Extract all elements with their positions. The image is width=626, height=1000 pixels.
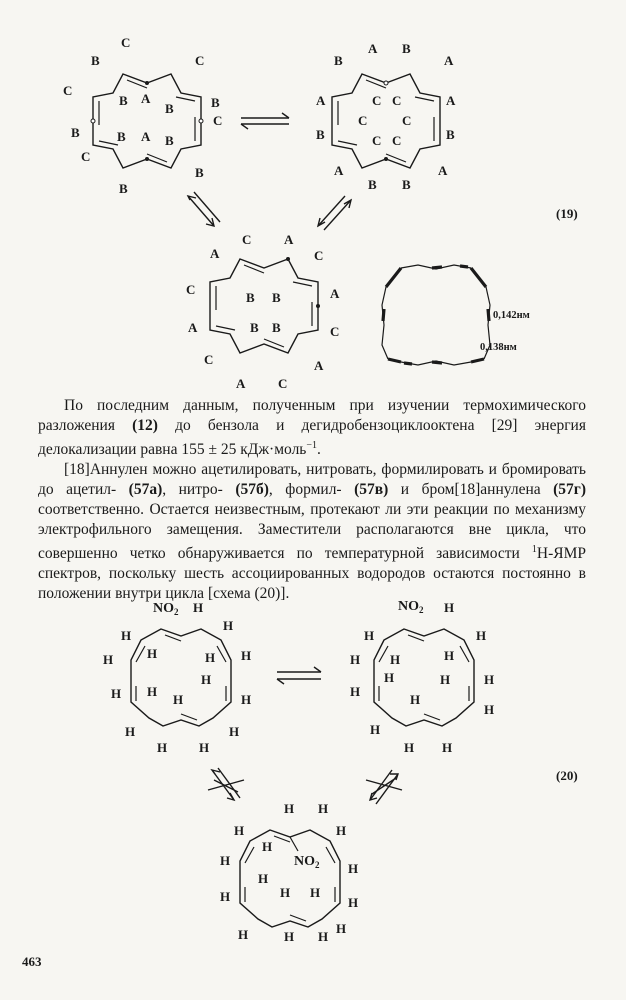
nitro-annulene-top-right [350, 599, 494, 755]
atom-label: C [195, 53, 205, 68]
atom-label: A [210, 246, 220, 261]
hydrogen-label: H [318, 801, 329, 816]
hydrogen-label: H [444, 600, 455, 615]
atom-label: C [213, 113, 223, 128]
hydrogen-label: H [404, 740, 415, 755]
atom-label: A [141, 129, 151, 144]
equilibrium-arrow [277, 667, 321, 684]
atom-label: B [195, 165, 204, 180]
atom-label: C [204, 352, 214, 367]
hydrogen-label: H [348, 861, 359, 876]
hydrogen-label: H [442, 740, 453, 755]
atom-label: A [314, 358, 324, 373]
hydrogen-label: H [103, 652, 114, 667]
hydrogen-label: H [336, 823, 347, 838]
atom-label: A [438, 163, 448, 178]
atom-label: C [392, 133, 402, 148]
atom-label: B [368, 177, 377, 192]
hydrogen-label: H [444, 648, 455, 663]
scheme-19 [0, 0, 626, 392]
atom-label: A [368, 41, 378, 56]
atom-label: A [188, 320, 198, 335]
hydrogen-label: H [173, 692, 184, 707]
atom-label: C [358, 113, 368, 128]
bond-length-label: 0,138нм [480, 342, 517, 353]
body-text [38, 396, 586, 604]
atom-label: A [330, 286, 340, 301]
hydrogen-label: H [121, 628, 132, 643]
hydrogen-label: H [147, 684, 158, 699]
nitro-group: $NO_2$ [398, 599, 424, 615]
hydrogen-label: H [147, 646, 158, 661]
atom-label: C [372, 93, 382, 108]
atom-label: B [91, 53, 100, 68]
annulene-structure-bottom [186, 232, 340, 391]
hydrogen-label: H [440, 672, 451, 687]
atom-label: B [246, 290, 255, 305]
hydrogen-label: H [234, 823, 245, 838]
paragraph: [18]Аннулен можно ацетилировать, нитровать, формилировать и бромировать до ацетил- (57а), нитро- (57б), формил- (57в) и бром[18]аннулена (57г) соответственно. Остается неизвестным, протекают ли эти реакции по механизму электрофильного замещения. Заместители располагаются вне цикла, что совершенно четко обнаруживается по температурной зависимости $^1$Н-ЯМР спектров, поскольку шесть ассоциированных водородов остаются постоянно в положении внутри цикла [схема (20)]. [38, 461, 587, 603]
hydrogen-label: H [484, 672, 495, 687]
equilibrium-arrow [241, 113, 289, 129]
atom-label: B [316, 127, 325, 142]
annulene-structure-top-right [316, 41, 456, 192]
hydrogen-label: H [284, 929, 295, 944]
equation-number: (19) [556, 206, 578, 221]
hydrogen-label: H [258, 871, 269, 886]
nitro-group: $NO_2$ [153, 601, 179, 617]
hydrogen-label: H [229, 724, 240, 739]
atom-label: B [272, 320, 281, 335]
bond-length-label: 0,142нм [493, 310, 530, 321]
hydrogen-label: H [348, 895, 359, 910]
hydrogen-label: H [364, 628, 375, 643]
atom-label: B [211, 95, 220, 110]
nitro-group: $NO_2$ [294, 854, 320, 870]
hydrogen-label: H [318, 929, 329, 944]
atom-label: A [444, 53, 454, 68]
hydrogen-label: H [241, 648, 252, 663]
atom-label: C [121, 35, 131, 50]
page-number: 463 [22, 954, 42, 969]
nitro-annulene-top-left [103, 600, 251, 755]
atom-label: A [316, 93, 326, 108]
hydrogen-label: H [310, 885, 321, 900]
atom-label: A [446, 93, 456, 108]
atom-label: A [334, 163, 344, 178]
atom-label: B [165, 133, 174, 148]
hydrogen-label: H [476, 628, 487, 643]
equilibrium-arrow [188, 192, 220, 226]
bond-length-diagram [382, 265, 490, 365]
hydrogen-label: H [238, 927, 249, 942]
atom-label: C [402, 113, 412, 128]
atom-label: B [402, 177, 411, 192]
atom-label: C [330, 324, 340, 339]
hydrogen-label: H [125, 724, 136, 739]
atom-label: C [63, 83, 73, 98]
atom-label: B [334, 53, 343, 68]
atom-label: B [119, 181, 128, 196]
scheme-20 [0, 588, 626, 968]
hydrogen-label: H [280, 885, 291, 900]
hydrogen-label: H [262, 839, 273, 854]
hydrogen-label: H [223, 618, 234, 633]
atom-label: B [446, 127, 455, 142]
equation-number: (20) [556, 768, 578, 783]
atom-label: A [141, 91, 151, 106]
atom-label: B [272, 290, 281, 305]
hydrogen-label: H [201, 672, 212, 687]
atom-label: C [186, 282, 196, 297]
hydrogen-label: H [370, 722, 381, 737]
atom-label: C [81, 149, 91, 164]
hydrogen-label: H [350, 652, 361, 667]
hydrogen-label: H [111, 686, 122, 701]
hydrogen-label: H [205, 650, 216, 665]
hydrogen-label: H [390, 652, 401, 667]
annulene-structure-top-left [63, 35, 222, 196]
atom-label: C [278, 376, 288, 391]
paragraph: По последним данным, полученным при изучении термохимического разложения (12) до бензола и дегидробензоциклооктена [29] энергия делокализации равна 155 ± 25 кДж·моль$^{-1}$. [38, 397, 586, 459]
atom-label: B [165, 101, 174, 116]
crossed-equilibrium-arrow [208, 768, 244, 800]
atom-label: B [250, 320, 259, 335]
atom-label: C [372, 133, 382, 148]
nitro-annulene-bottom [220, 801, 358, 944]
atom-label: B [119, 93, 128, 108]
hydrogen-label: H [336, 921, 347, 936]
hydrogen-label: H [284, 801, 295, 816]
atom-label: B [117, 129, 126, 144]
atom-label: A [236, 376, 246, 391]
atom-label: B [71, 125, 80, 140]
atom-label: B [402, 41, 411, 56]
atom-label: C [314, 248, 324, 263]
hydrogen-label: H [384, 670, 395, 685]
hydrogen-label: H [193, 600, 204, 615]
atom-label: C [392, 93, 402, 108]
hydrogen-label: H [220, 853, 231, 868]
hydrogen-label: H [484, 702, 495, 717]
hydrogen-label: H [241, 692, 252, 707]
hydrogen-label: H [410, 692, 421, 707]
hydrogen-label: H [350, 684, 361, 699]
hydrogen-label: H [199, 740, 210, 755]
equilibrium-arrow [318, 196, 351, 230]
hydrogen-label: H [220, 889, 231, 904]
atom-label: A [284, 232, 294, 247]
crossed-equilibrium-arrow [366, 770, 402, 804]
hydrogen-label: H [157, 740, 168, 755]
atom-label: C [242, 232, 252, 247]
